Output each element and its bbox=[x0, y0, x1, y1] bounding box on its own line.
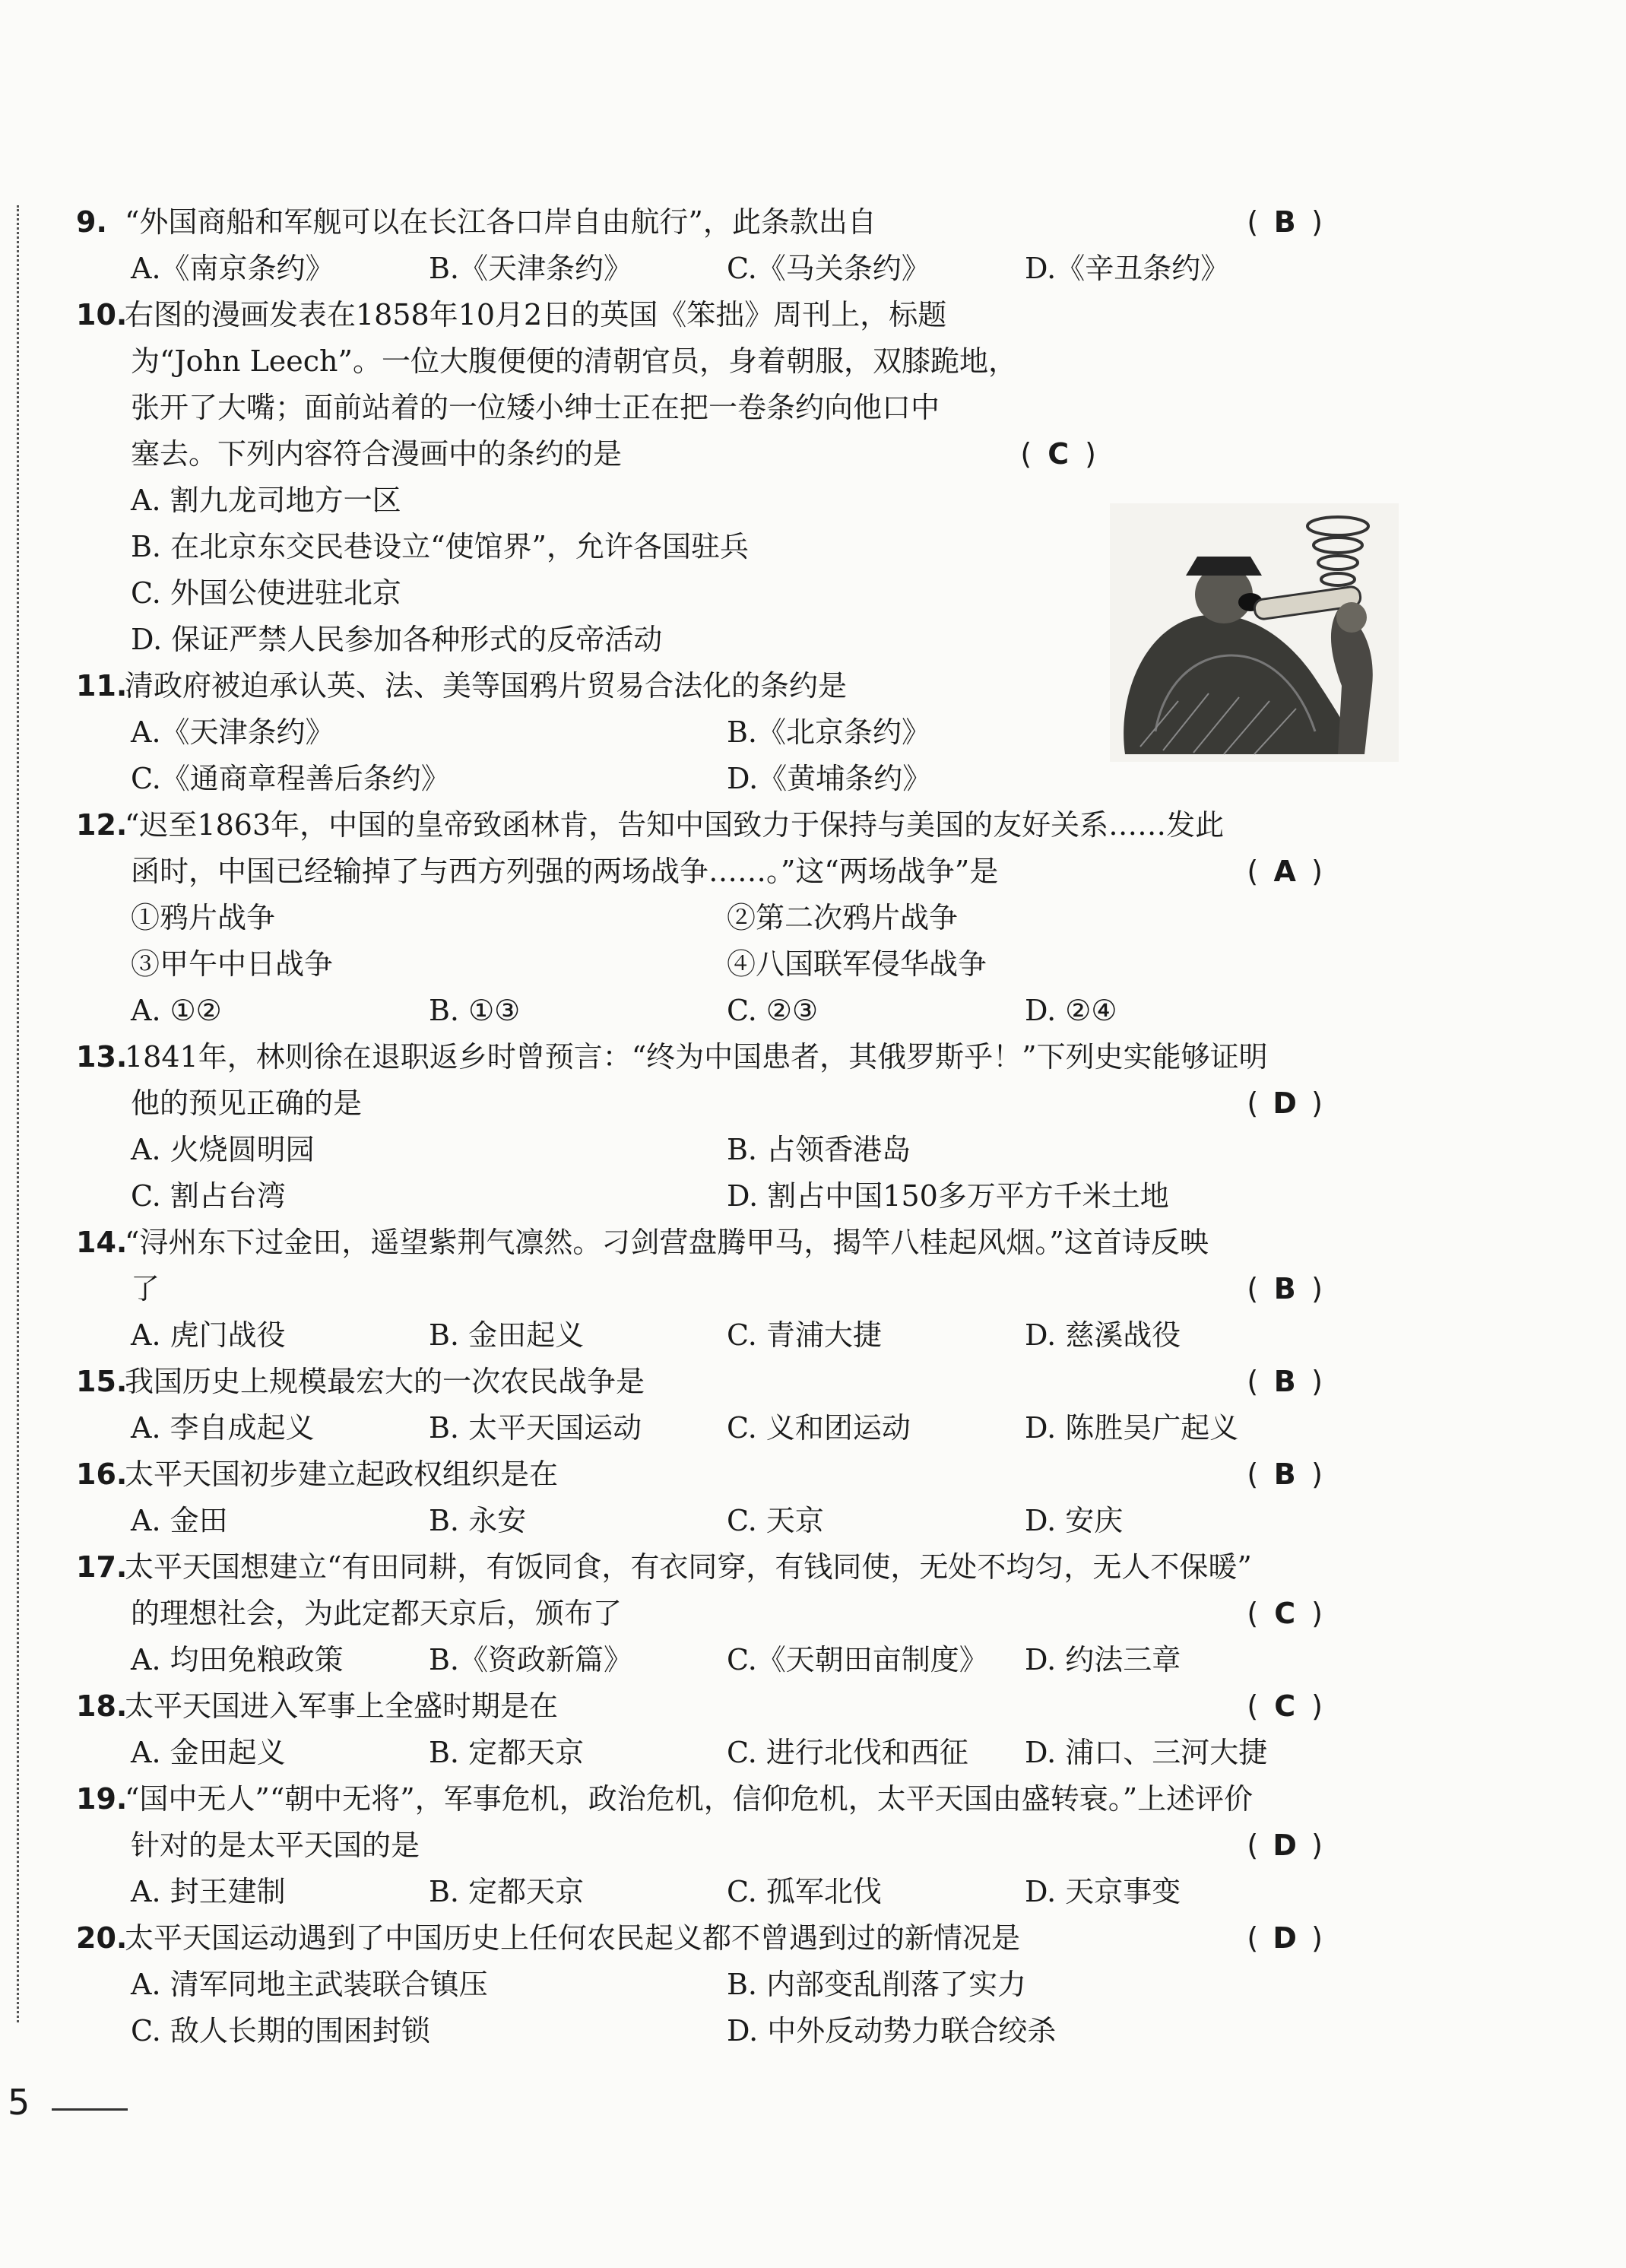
answer-bracket: ( C ) bbox=[1247, 1683, 1323, 1730]
option-a: A. 火烧圆明园 bbox=[131, 1133, 315, 1166]
question-number: 15. bbox=[76, 1365, 128, 1398]
option-c: C.《马关条约》 bbox=[727, 252, 930, 285]
question-stem-line: “浔州东下过金田，遥望紫荆气凛然。刁剑营盘腾甲马，揭竿八桂起风烟。”这首诗反映 bbox=[125, 1226, 1209, 1259]
option-c: C. 义和团运动 bbox=[727, 1411, 911, 1445]
answer-bracket: ( B ) bbox=[1247, 1451, 1323, 1498]
answer-bracket: ( D ) bbox=[1247, 1915, 1323, 1962]
item-4: ④八国联军侵华战争 bbox=[727, 947, 987, 981]
question-15 bbox=[76, 1359, 1323, 1451]
question-stem-line: 的理想社会，为此定都天京后，颁布了 bbox=[131, 1597, 623, 1630]
page-number-rule bbox=[52, 2108, 128, 2111]
question-stem-line: “国中无人”“朝中无将”，军事危机，政治危机，信仰危机，太平天国由盛转衰。”上述评价 bbox=[125, 1782, 1254, 1816]
answer-letter: C bbox=[1274, 1689, 1296, 1723]
option-b: B. 金田起义 bbox=[429, 1318, 585, 1352]
answer-bracket: ( C ) bbox=[1020, 431, 1096, 477]
option-b: B. 太平天国运动 bbox=[429, 1411, 642, 1445]
question-stem-line: 他的预见正确的是 bbox=[131, 1086, 363, 1120]
option-b: B. 内部变乱削落了实力 bbox=[727, 1968, 1027, 2001]
question-stem: 太平天国运动遇到了中国历史上任何农民起义都不曾遇到过的新情况是 bbox=[125, 1921, 1021, 1955]
question-16 bbox=[76, 1451, 1323, 1544]
answer-bracket: ( B ) bbox=[1247, 1359, 1323, 1405]
question-number: 18. bbox=[76, 1689, 128, 1723]
option-c: C. 割占台湾 bbox=[131, 1179, 286, 1213]
option-c: C. 敌人长期的围困封锁 bbox=[131, 2014, 430, 2048]
option-b: B. ①③ bbox=[429, 994, 521, 1027]
item-3: ③甲午中日战争 bbox=[131, 947, 334, 981]
answer-letter: B bbox=[1273, 1458, 1296, 1491]
question-number: 10. bbox=[76, 298, 128, 331]
question-number: 9. bbox=[76, 205, 107, 239]
question-number: 17. bbox=[76, 1550, 128, 1584]
question-number: 12. bbox=[76, 808, 128, 842]
option-a: A. 封王建制 bbox=[131, 1875, 286, 1908]
option-a: A.《南京条约》 bbox=[131, 252, 334, 285]
answer-bracket: ( B ) bbox=[1247, 1266, 1323, 1312]
option-a: A. 均田免粮政策 bbox=[131, 1643, 344, 1676]
question-18 bbox=[76, 1683, 1323, 1776]
question-13 bbox=[76, 1034, 1323, 1220]
question-9 bbox=[76, 199, 1323, 292]
answer-bracket: ( D ) bbox=[1247, 1080, 1323, 1127]
option-a: A. 割九龙司地方一区 bbox=[131, 484, 401, 517]
question-12 bbox=[76, 802, 1323, 1034]
option-a: A. 清军同地主武装联合镇压 bbox=[131, 1968, 488, 2001]
option-b: B. 定都天京 bbox=[429, 1736, 585, 1769]
option-d: D. 慈溪战役 bbox=[1025, 1318, 1181, 1352]
question-14 bbox=[76, 1220, 1323, 1359]
question-stem-line: 1841年，林则徐在退职返乡时曾预言：“终为中国患者，其俄罗斯乎！”下列史实能够证明 bbox=[125, 1040, 1268, 1074]
answer-letter: C bbox=[1048, 437, 1070, 471]
question-stem-line: 函时，中国已经输掉了与西方列强的两场战争……。”这“两场战争”是 bbox=[131, 855, 999, 888]
answer-bracket: ( C ) bbox=[1247, 1591, 1323, 1637]
question-19 bbox=[76, 1776, 1323, 1915]
option-b: B. 定都天京 bbox=[429, 1875, 585, 1908]
question-stem-line: 张开了大嘴；面前站着的一位矮小绅士正在把一卷条约向他口中 bbox=[131, 391, 940, 424]
option-d: D. 约法三章 bbox=[1025, 1643, 1181, 1676]
option-d: D.《辛丑条约》 bbox=[1025, 252, 1230, 285]
option-b: B.《北京条约》 bbox=[727, 715, 931, 749]
option-d: D. 陈胜吴广起义 bbox=[1025, 1411, 1239, 1445]
option-b: B.《天津条约》 bbox=[429, 252, 633, 285]
option-a: A. 金田 bbox=[131, 1504, 228, 1537]
answer-letter: A bbox=[1273, 855, 1296, 888]
question-stem-line: 右图的漫画发表在1858年10月2日的英国《笨拙》周刊上，标题 bbox=[125, 298, 947, 331]
option-c: C.《通商章程善后条约》 bbox=[131, 762, 450, 795]
item-1: ①鸦片战争 bbox=[131, 901, 276, 934]
answer-bracket: ( A ) bbox=[1247, 849, 1323, 895]
answer-letter: D bbox=[1273, 1086, 1297, 1120]
question-stem-line: 了 bbox=[131, 1272, 160, 1305]
answer-letter: B bbox=[1273, 1272, 1296, 1305]
option-d: D. ②④ bbox=[1025, 994, 1117, 1027]
option-d: D. 割占中国150多万平方千米土地 bbox=[727, 1179, 1169, 1213]
answer-letter: D bbox=[1273, 1921, 1297, 1955]
option-c: C. 天京 bbox=[727, 1504, 824, 1537]
option-a: A. 李自成起义 bbox=[131, 1411, 315, 1445]
question-17 bbox=[76, 1544, 1323, 1683]
option-c: C. 孤军北伐 bbox=[727, 1875, 882, 1908]
page-number: 5 bbox=[8, 2082, 30, 2123]
answer-letter: C bbox=[1274, 1597, 1296, 1630]
option-d: D. 中外反动势力联合绞杀 bbox=[727, 2014, 1057, 2048]
question-stem-line: “迟至1863年，中国的皇帝致函林肯，告知中国致力于保持与美国的友好关系……发此 bbox=[125, 808, 1225, 842]
question-stem-line: 塞去。下列内容符合漫画中的条约的是 bbox=[131, 437, 623, 471]
option-a: A. ①② bbox=[131, 994, 222, 1027]
option-c: C.《天朝田亩制度》 bbox=[727, 1643, 988, 1676]
question-stem: 清政府被迫承认英、法、美等国鸦片贸易合法化的条约是 bbox=[125, 669, 848, 703]
option-b: B. 占领香港岛 bbox=[727, 1133, 911, 1166]
option-a: A. 虎门战役 bbox=[131, 1318, 286, 1352]
option-b: B. 在北京东交民巷设立“使馆界”，允许各国驻兵 bbox=[131, 530, 749, 563]
question-number: 16. bbox=[76, 1458, 128, 1491]
option-d: D. 安庆 bbox=[1025, 1504, 1124, 1537]
option-c: C. 外国公使进驻北京 bbox=[131, 576, 401, 610]
option-c: C. 进行北伐和西征 bbox=[727, 1736, 968, 1769]
option-d: D.《黄埔条约》 bbox=[727, 762, 932, 795]
question-stem: 我国历史上规模最宏大的一次农民战争是 bbox=[125, 1365, 645, 1398]
binding-margin-line bbox=[17, 205, 19, 2022]
option-d: D. 天京事变 bbox=[1025, 1875, 1181, 1908]
answer-bracket: ( D ) bbox=[1247, 1822, 1323, 1869]
question-number: 19. bbox=[76, 1782, 128, 1816]
question-stem-line: 为“John Leech”。一位大腹便便的清朝官员，身着朝服，双膝跪地， bbox=[131, 344, 1017, 378]
option-b: B.《资政新篇》 bbox=[429, 1643, 633, 1676]
question-list bbox=[76, 199, 1323, 2054]
question-number: 13. bbox=[76, 1040, 128, 1074]
answer-letter: B bbox=[1273, 1365, 1296, 1398]
answer-letter: B bbox=[1273, 205, 1296, 239]
option-d: D. 浦口、三河大捷 bbox=[1025, 1736, 1268, 1769]
question-stem: 太平天国初步建立起政权组织是在 bbox=[125, 1458, 559, 1491]
option-c: C. 青浦大捷 bbox=[727, 1318, 882, 1352]
item-2: ②第二次鸦片战争 bbox=[727, 901, 959, 934]
option-a: A.《天津条约》 bbox=[131, 715, 334, 749]
question-stem: 太平天国进入军事上全盛时期是在 bbox=[125, 1689, 559, 1723]
question-number: 14. bbox=[76, 1226, 128, 1259]
question-stem-line: 针对的是太平天国的是 bbox=[131, 1829, 420, 1862]
option-b: B. 永安 bbox=[429, 1504, 527, 1537]
question-number: 20. bbox=[76, 1921, 128, 1955]
question-20 bbox=[76, 1915, 1323, 2054]
question-stem-line: 太平天国想建立“有田同耕，有饭同食，有衣同穿，有钱同使，无处不均匀，无人不保暖” bbox=[125, 1550, 1252, 1584]
question-number: 11. bbox=[76, 669, 128, 703]
option-d: D. 保证严禁人民参加各种形式的反帝活动 bbox=[131, 623, 663, 656]
question-stem: “外国商船和军舰可以在长江各口岸自由航行”，此条款出自 bbox=[125, 205, 876, 239]
cartoon-illustration bbox=[1110, 503, 1399, 762]
answer-bracket: ( B ) bbox=[1247, 199, 1323, 246]
answer-letter: D bbox=[1273, 1829, 1297, 1862]
option-a: A. 金田起义 bbox=[131, 1736, 286, 1769]
option-c: C. ②③ bbox=[727, 994, 819, 1027]
